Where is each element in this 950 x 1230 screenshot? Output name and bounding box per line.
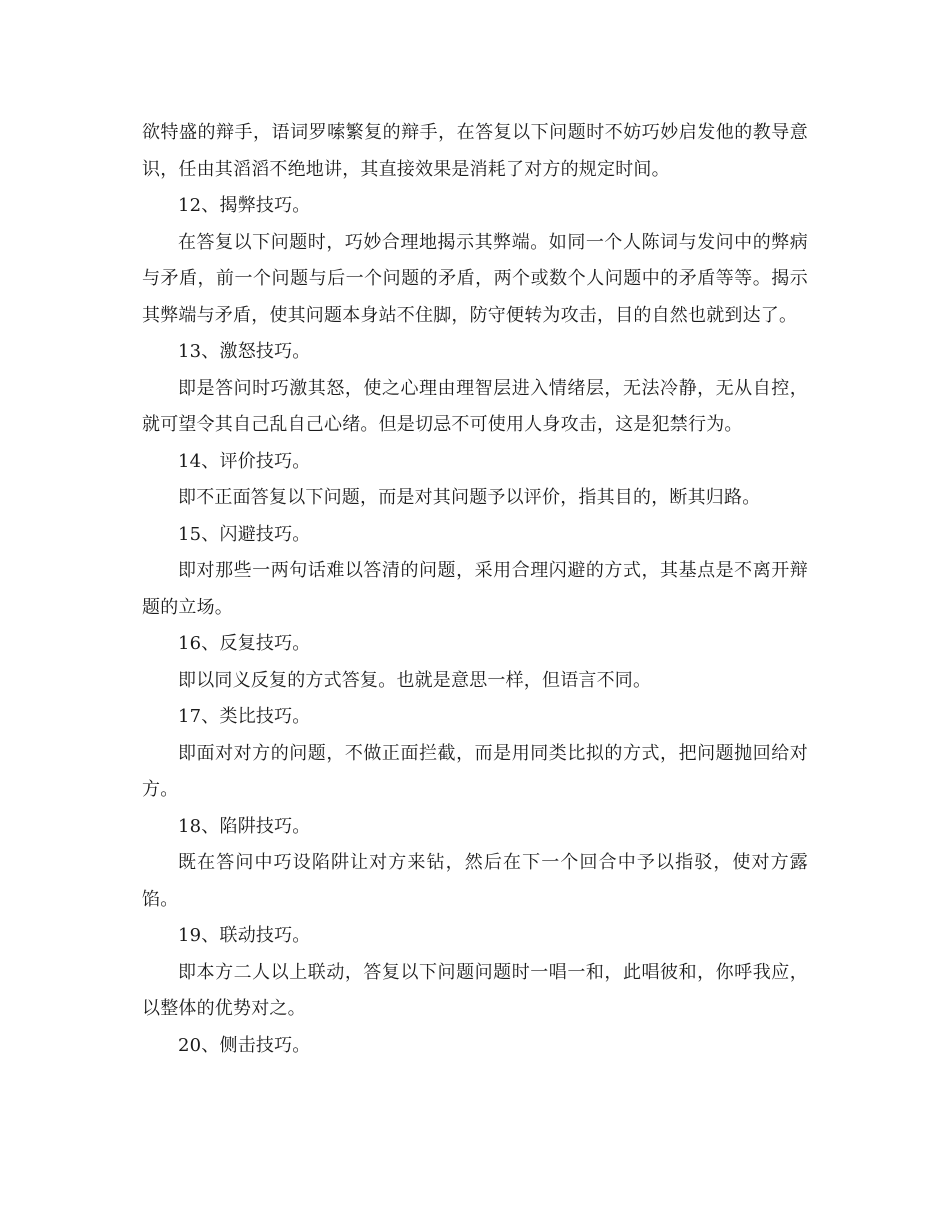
section-heading-15: 15、闪避技巧。 — [178, 523, 311, 545]
paragraph-12: 在答复以下问题时，巧妙合理地揭示其弊端。如同一个人陈词与发问中的弊病与矛盾，前一个问题与后一个问题的矛盾，两个或数个人问题中的矛盾等等。揭示其弊端与矛盾，使其问题本身站不住脚，防守便转为攻击，目的自然也就到达了。 — [142, 231, 808, 326]
paragraph-13: 即是答问时巧激其怒，使之心理由理智层进入情绪层，无法冷静，无从自控，就可望令其自己乱自己心绪。但是切忌不可使用人身攻击，这是犯禁行为。 — [142, 377, 808, 435]
section-heading-18: 18、陷阱技巧。 — [178, 815, 311, 837]
paragraph-19: 即本方二人以上联动，答复以下问题问题时一唱一和，此唱彼和，你呼我应，以整体的优势对之。 — [142, 961, 808, 1019]
paragraph-18: 既在答问中巧设陷阱让对方来钻，然后在下一个回合中予以指驳，使对方露馅。 — [142, 852, 808, 910]
section-heading-20: 20、侧击技巧。 — [178, 1034, 311, 1056]
paragraph-continuation: 欲特盛的辩手，语词罗嗦繁复的辩手，在答复以下问题时不妨巧妙启发他的教导意识，任由其滔滔不绝地讲，其直接效果是消耗了对方的规定时间。 — [142, 122, 808, 180]
document-body — [142, 115, 808, 1064]
paragraph-15: 即对那些一两句话难以答清的问题，采用合理闪避的方式，其基点是不离开辩题的立场。 — [142, 560, 808, 618]
paragraph-17: 即面对对方的问题，不做正面拦截，而是用同类比拟的方式，把问题抛回给对方。 — [142, 742, 808, 800]
section-heading-19: 19、联动技巧。 — [178, 925, 311, 946]
section-heading-13: 13、激怒技巧。 — [178, 341, 311, 362]
section-heading-16: 16、反复技巧。 — [178, 633, 311, 654]
section-heading-12: 12、揭弊技巧。 — [178, 195, 311, 216]
section-heading-14: 14、评价技巧。 — [178, 450, 311, 472]
paragraph-16: 即以同义反复的方式答复。也就是意思一样，但语言不同。 — [178, 669, 652, 691]
paragraph-14: 即不正面答复以下问题，而是对其问题予以评价，指其目的，断其归路。 — [178, 487, 761, 508]
section-heading-17: 17、类比技巧。 — [178, 706, 311, 727]
